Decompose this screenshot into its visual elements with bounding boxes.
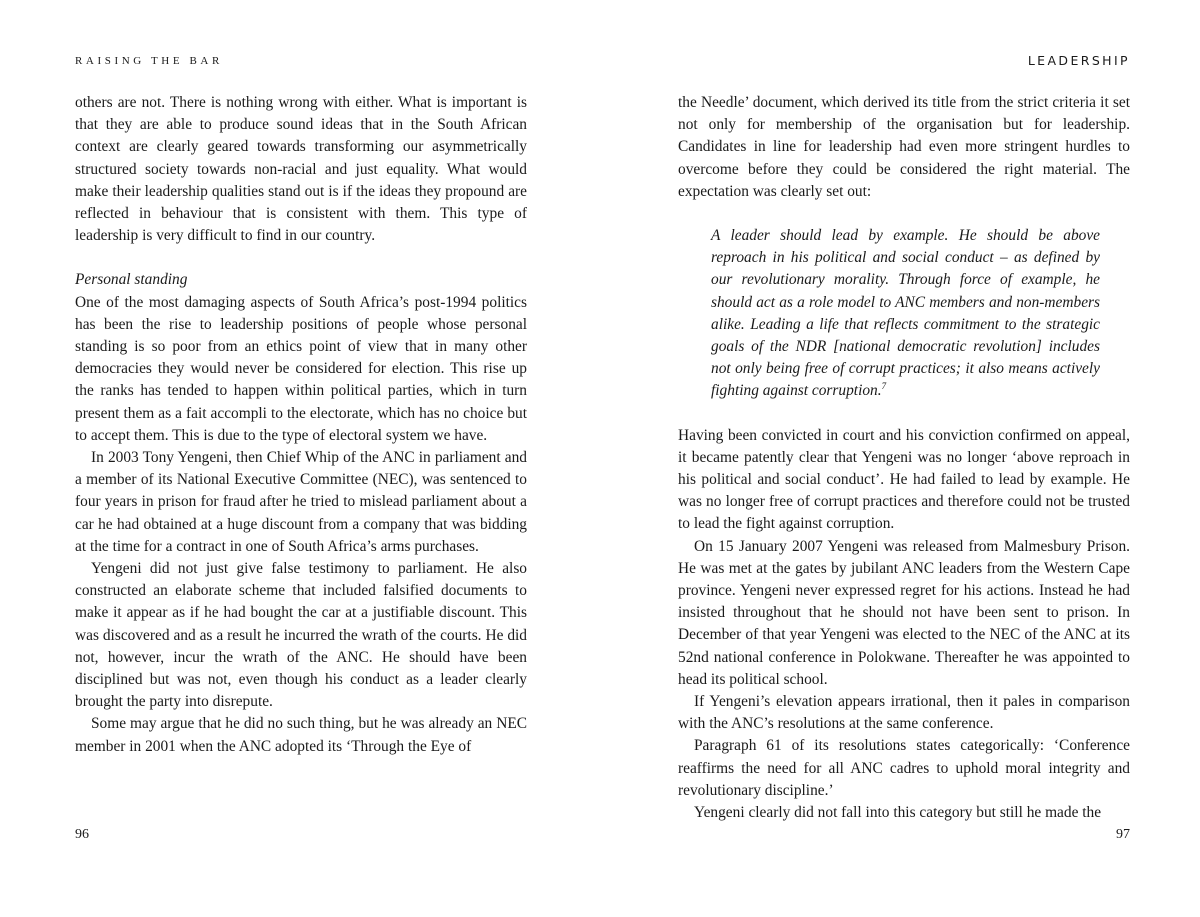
paragraph: Paragraph 61 of its resolutions states categorically: ‘Conference reaffirms the need for all ANC cadres to uphold moral integrity and revolutionary discipline.’ [678, 737, 1130, 799]
running-head-left: RAISING THE BAR [75, 55, 223, 67]
paragraph: Having been convicted in court and his conviction confirmed on appeal, it became patently clear that Yengeni was no longer ‘above reproach in his political and social conduct’. He had failed to lead by example. He was no longer free of corrupt practices and therefore could not be trusted to lead the fight against corruption. [678, 426, 1130, 533]
left-page-body [75, 92, 527, 758]
section-gap [75, 247, 527, 269]
paragraph: Yengeni did not just give false testimony to parliament. He also constructed an elaborate scheme that included falsified documents to make it appear as if he had bought the car at a justifiable discount. This was discovered and as a result he incurred the wrath of the courts. He did not, however, incur the wrath of the ANC. He should have been disciplined but was not, even though his conduct as a leader clearly brought the party into disrepute. [75, 560, 527, 711]
paragraph: If Yengeni’s elevation appears irrational, then it pales in comparison with the ANC’s resolutions at the same conference. [678, 693, 1130, 733]
right-page [678, 0, 1130, 917]
quote-text: A leader should lead by example. He should be above reproach in his political and social conduct – as defined by our revolutionary morality. Through force of example, he should act as a role model to ANC members and non-members alike. Leading a life that reflects commitment to the strategic goals of the NDR [national democratic revolution] includes not only being free of corrupt practices; it also means actively fighting against corruption. [711, 227, 1100, 400]
page-number-right: 97 [1116, 827, 1130, 842]
block-quote [711, 225, 1100, 403]
paragraph: Some may argue that he did no such thing, but he was already an NEC member in 2001 when the ANC adopted its ‘Through the Eye of [75, 715, 527, 755]
paragraph: Yengeni clearly did not fall into this category but still he made the [694, 804, 1102, 822]
paragraph: One of the most damaging aspects of South Africa’s post-1994 politics has been the rise to leadership positions of people whose personal standing is so poor from an ethics point of view that in many other democracies they would never be considered for election. This rise up the ranks has tended to happen within political parties, which in turn present them as a fait accompli to the electorate, which has no choice but to accept them. This is due to the type of electoral system we have. [75, 293, 527, 444]
paragraph: the Needle’ document, which derived its title from the strict criteria it set not only for membership of the organisation but for leadership. Candidates in line for leadership had even more stringent hurdles to overcome before they could be considered the right material. The expectation was clearly set out: [678, 94, 1130, 200]
paragraph: others are not. There is nothing wrong with either. What is important is that they are able to produce sound ideas that in the South African context are clearly geared towards transforming our asymmetrically structured society towards non-racial and just equality. What would make their leadership qualities stand out is if the ideas they propound are reflected in behaviour that is consistent with them. This type of leadership is very difficult to find in our country. [75, 94, 527, 245]
paragraph: On 15 January 2007 Yengeni was released from Malmesbury Prison. He was met at the gates by jubilant ANC leaders from the Western Cape province. Yengeni never expressed regret for his actions. Instead he had insisted throughout that he should not have been sent to prison. In December of that year Yengeni was elected to the NEC of the ANC at its 52nd national conference in Polokwane. Thereafter he was appointed to head its political school. [678, 537, 1130, 688]
section-subheading: Personal standing [75, 271, 188, 289]
paragraph: In 2003 Tony Yengeni, then Chief Whip of the ANC in parliament and a member of its National Executive Committee (NEC), was sentenced to four years in prison for fraud after he tried to mislead parliament about a car he had obtained at a huge discount from a company that was bidding at the time for a contract in one of South Africa’s arms purchases. [75, 449, 527, 555]
page-number-left: 96 [75, 827, 89, 842]
footnote-marker: 7 [881, 381, 887, 392]
running-head-right: LEADERSHIP [1027, 53, 1130, 68]
left-page [75, 0, 527, 917]
right-page-body [678, 92, 1130, 824]
